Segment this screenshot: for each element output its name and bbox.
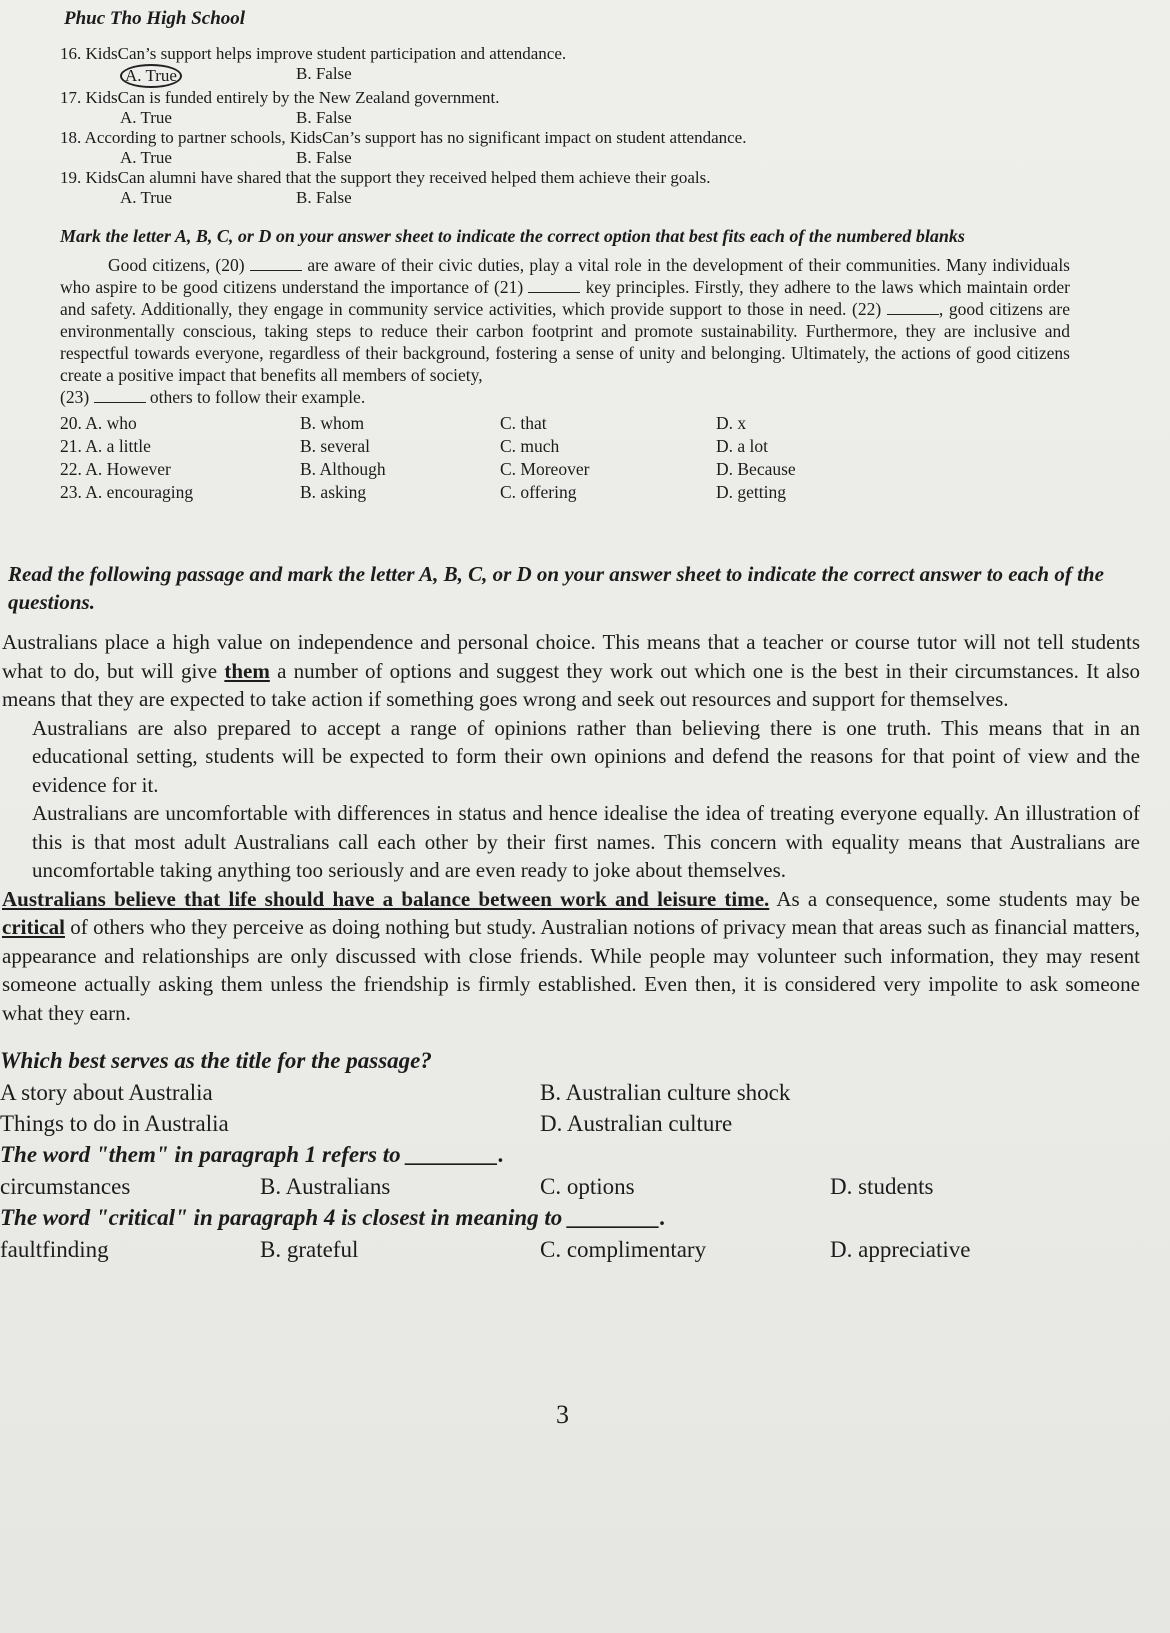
multiple-choice-questions (0, 1045, 1140, 1265)
cloze-instruction: Mark the letter A, B, C, or D on your answer sheet to indicate the correct option that best fits each of the numbered blanks (60, 226, 965, 246)
mcq-2-option-c: C. options (540, 1174, 635, 1199)
answers-row-21 (60, 435, 1070, 458)
cloze-text-4: , good citizens are environmentally conscious, taking steps to reduce their carbon footprint and promote sustainability. Furthermore, they are inclusive and respectful towards everyone, regardless of their background, fostering a sense of unity and belonging. Ultimately, the actions of good citizens create a positive impact that benefits all members of society, (60, 299, 1071, 385)
mcq-1-option-b: B. Australian culture shock (540, 1080, 791, 1105)
mcq-3-option-d: D. appreciative (830, 1237, 971, 1262)
question-18: 18. According to partner schools, KidsCan’s support has no significant impact on student attendance. (60, 128, 747, 147)
option-18-b: B. False (296, 148, 352, 167)
paragraph-4-text-b: of others who they perceive as doing nothing but study. Australian notions of privacy mean that areas such as financial matters, appearance and relationships are only discussed with close friends. While people may volunteer such information, they may resent someone actually asking them unless the friendship is firmly established. Even then, it is considered very impolite to ask someone what they earn. (2, 915, 1140, 1025)
options-17 (120, 108, 1070, 128)
cloze-passage (60, 254, 1070, 408)
cloze-text-3: key principles. Firstly, they adhere to the laws which maintain order and safety. Additionally, they engage in community service activities, which provide support to those in need. (22) (60, 277, 1071, 319)
question-16: 16. KidsCan’s support helps improve student participation and attendance. (60, 44, 567, 63)
answer-21-a: 21. A. a little (60, 436, 151, 456)
answers-row-22 (60, 458, 1070, 481)
mcq-3-option-c: C. complimentary (540, 1237, 707, 1262)
paragraph-4-topic-sentence: Australians believe that life should have a balance between work and leisure time. (2, 886, 770, 911)
answers-row-23 (60, 481, 1070, 504)
option-17-a: A. True (120, 108, 172, 127)
mcq-3-option-b: B. grateful (260, 1237, 359, 1262)
blank-22 (887, 300, 939, 315)
paragraph-4 (2, 885, 1140, 1028)
mcq-1-question: Which best serves as the title for the passage? (0, 1048, 432, 1073)
page-number: 3 (556, 1400, 569, 1429)
blank-23 (94, 388, 146, 403)
cloze-answers (60, 412, 1070, 504)
cloze-text-6: others to follow their example. (149, 387, 366, 407)
answer-22-a: 22. A. However (60, 459, 171, 479)
question-17: 17. KidsCan is funded entirely by the New Zealand government. (60, 88, 500, 107)
paragraph-4-text-a: As a consequence, some students may be (776, 886, 1140, 911)
cloze-text-1: Good citizens, (20) (108, 255, 245, 275)
mcq-1-row-1 (0, 1077, 1140, 1108)
mcq-1-option-a: A story about Australia (0, 1080, 213, 1105)
answer-22-b: B. Although (300, 459, 386, 479)
option-16-b: B. False (296, 64, 352, 83)
reading-passage (0, 628, 1140, 1027)
cloze-text-5: (23) (60, 387, 90, 407)
word-them: them (224, 658, 270, 683)
true-false-section (60, 44, 1070, 504)
mcq-1-option-d: D. Australian culture (540, 1111, 733, 1136)
option-19-a: A. True (120, 188, 172, 207)
answer-20-b: B. whom (300, 413, 365, 433)
paragraph-1-text-b: a number of options and suggest they work out which one is the best in their circumstances. It also means that they are expected to take action if something goes wrong and seek out resources and support for themselves. (2, 658, 1140, 711)
mcq-2-option-d: D. students (830, 1174, 934, 1199)
answer-21-b: B. several (300, 436, 370, 456)
blank-21 (528, 278, 580, 293)
word-critical: critical (2, 915, 65, 939)
option-18-a: A. True (120, 148, 172, 167)
mcq-2-question: The word "them" in paragraph 1 refers to ________. (0, 1142, 505, 1167)
answer-23-b: B. asking (300, 482, 367, 502)
answer-20-d: D. x (716, 413, 747, 433)
option-16-a: A. True (120, 64, 182, 88)
answer-23-c: C. offering (500, 482, 577, 502)
answer-22-c: C. Moreover (500, 459, 590, 479)
options-18 (120, 148, 1070, 168)
mcq-3-options (0, 1234, 1140, 1265)
reading-section (0, 560, 1140, 1265)
options-16 (120, 64, 1070, 88)
mcq-2-options (0, 1171, 1140, 1202)
paragraph-2: Australians are also prepared to accept a range of opinions rather than believing there is one truth. This means that in an educational setting, students will be expected to form their own opinions and defend the reasons for that point of view and the evidence for it. (32, 715, 1140, 797)
answer-23-d: D. getting (716, 482, 786, 502)
reading-instruction: Read the following passage and mark the letter A, B, C, or D on your answer sheet to indicate the correct answer to each of the questions. (8, 562, 1104, 614)
answer-23-a: 23. A. encouraging (60, 482, 194, 502)
question-19: 19. KidsCan alumni have shared that the support they received helped them achieve their goals. (60, 168, 711, 187)
answer-20-c: C. that (500, 413, 547, 433)
answer-22-d: D. Because (716, 459, 796, 479)
mcq-1-row-2 (0, 1108, 1140, 1139)
answers-row-20 (60, 412, 1070, 435)
answer-21-c: C. much (500, 436, 560, 456)
school-name: Phuc Tho High School (64, 8, 246, 29)
paragraph-1 (2, 628, 1140, 714)
mcq-2-option-a: circumstances (0, 1174, 131, 1199)
option-17-b: B. False (296, 108, 352, 127)
paragraph-3: Australians are uncomfortable with differences in status and hence idealise the idea of treating everyone equally. An illustration of this is that most adult Australians call each other by their first names. This concern with equality means that Australians are uncomfortable taking anything too seriously and are even ready to joke about themselves. (32, 801, 1140, 882)
mcq-2-option-b: B. Australians (260, 1174, 391, 1199)
blank-20 (250, 256, 302, 271)
answer-21-d: D. a lot (716, 436, 769, 456)
option-19-b: B. False (296, 188, 352, 207)
mcq-3-question: The word "critical" in paragraph 4 is closest in meaning to ________. (0, 1205, 666, 1230)
mcq-3-option-a: faultfinding (0, 1237, 109, 1262)
mcq-1-option-c: Things to do in Australia (0, 1111, 229, 1136)
options-19 (120, 188, 1070, 208)
answer-20-a: 20. A. who (60, 413, 137, 433)
cloze-text-2: are aware of their civic duties, play a vital role in the development of their communities. Many individuals who aspire to be good citizens understand the importance of (21) (60, 255, 1070, 297)
paragraph-1-text-a: Australians place a high value on independence and personal choice. This means that a teacher or course tutor will not tell students what to do, but will give (2, 630, 1140, 683)
